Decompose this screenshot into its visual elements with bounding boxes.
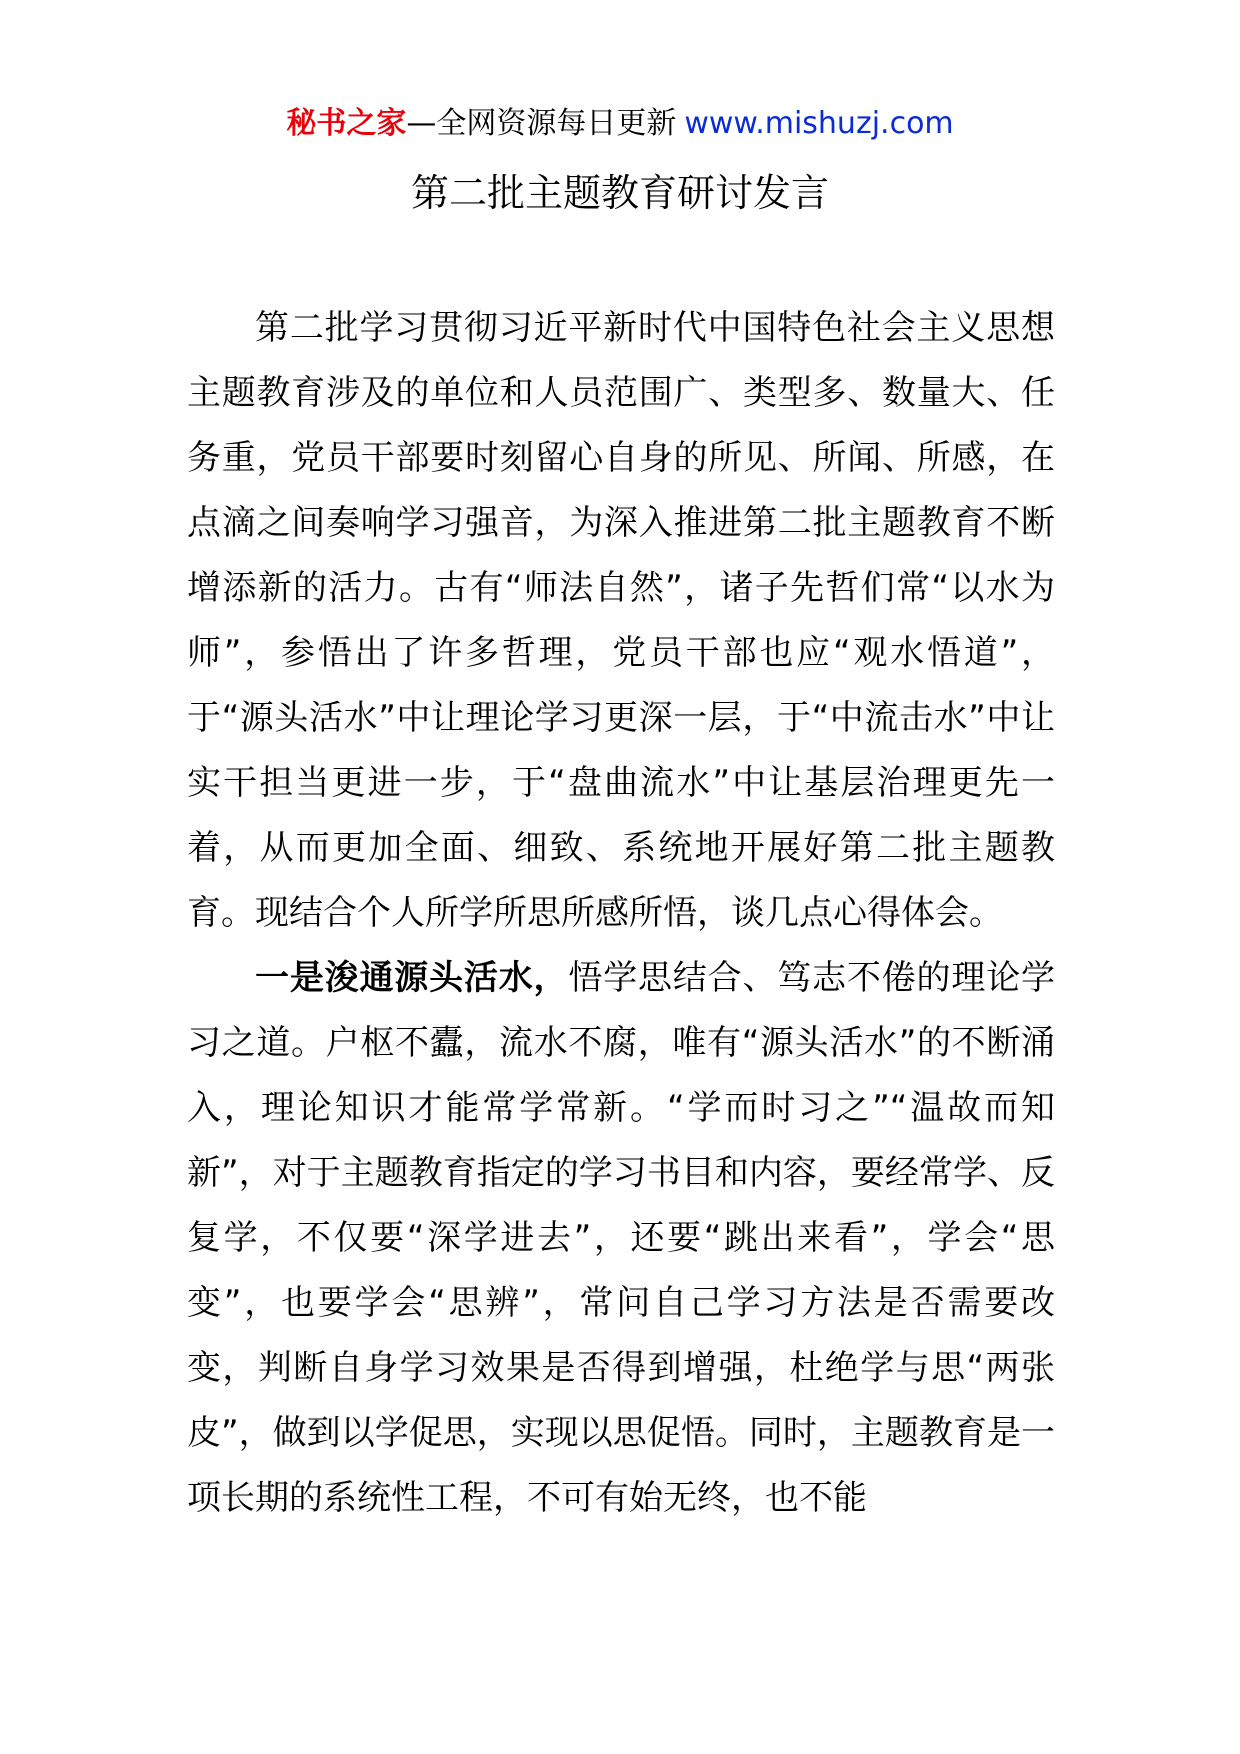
paragraph-body: 悟学思结合、笃志不倦的理论学习之道。户枢不蠹，流水不腐，唯有“源头活水”的不断涌入，理论知识才能常学常新。“学而时习之”“温故而知新”，对于主题教育指定的学习书目和内容，要经常学、反复学，不仅要“深学进去”，还要“跳出来看”，学会“思变”，也要学会“思辨”，常问自己学习方法是否需要改变，判断自身学习效果是否得到增强，杜绝学与思“两张皮”，做到以学促思，实现以思促悟。同时，主题教育是一项长期的系统性工程，不可有始无终，也不能 — [187, 958, 1056, 1518]
site-url-link[interactable]: www.mishuzj.com — [684, 106, 954, 141]
brand-name: 秘书之家 — [286, 106, 407, 141]
document-title: 第二批主题教育研讨发言 — [410, 171, 829, 215]
paragraph-intro: 第二批学习贯彻习近平新时代中国特色社会主义思想主题教育涉及的单位和人员范围广、类型多、数量大、任务重，党员干部要时刻留心自身的所见、所闻、所感，在点滴之间奏响学习强音，为深入推进第二批主题教育不断增添新的活力。古有“师法自然”，诸子先哲们常“以水为师”，参悟出了许多哲理，党员干部也应“观水悟道”，于“源头活水”中让理论学习更深一层，于“中流击水”中让实干担当更进一步，于“盘曲流水”中让基层治理更先一着，从而更加全面、细致、系统地开展好第二批主题教育。现结合个人所学所思所感所悟，谈几点心得体会。 — [187, 308, 1055, 933]
site-slogan: —全网资源每日更新 — [406, 106, 677, 141]
document-body — [187, 296, 1055, 1531]
paragraph-lead: 一是浚通源头活水， — [255, 958, 569, 998]
paragraph-point-one — [187, 946, 1055, 1531]
site-header — [0, 104, 1240, 144]
